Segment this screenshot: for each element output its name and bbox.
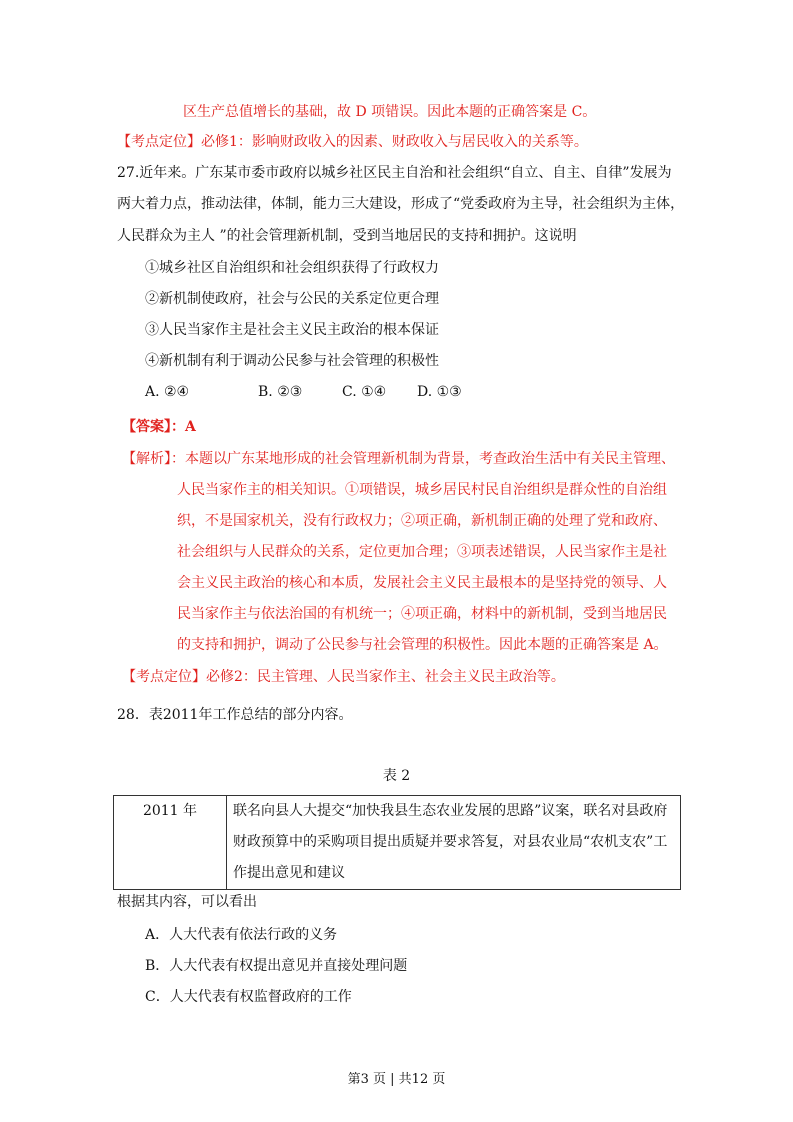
table-row [114,796,681,890]
q28-stem: 28．表2011年工作总结的部分内容。 [117,707,353,723]
q27-item: ②新机制使政府，社会与公民的关系定位更合理 [145,291,439,307]
q27-analysis-line: 【解析】：本题以广东某地形成的社会管理新机制为背景，考查政治生活中有关民主管理、 [122,451,675,467]
q27-kaodian: 【考点定位】必修2：民主管理、人民当家作主、社会主义民主政治等。 [122,669,565,685]
summary-table [113,795,681,890]
q28-option-a: A．人大代表有依法行政的义务 [145,927,338,943]
q28-lead: 根据其内容，可以看出 [117,894,257,910]
q27-analysis-line: 社会组织与人民群众的关系，定位更加合理；③项表述错误，人民当家作主是社 [177,544,667,560]
q27-stem-line: 两大着力点，推动法律，体制，能力三大建设，形成了“党委政府为主导，社会组织为主体， [117,196,685,212]
q27-stem-line: 27.近年来。广东某市委市政府以城乡社区民主自治和社会组织“自立、自主、自律”发展为 [117,165,672,181]
q27-item: ③人民当家作主是社会主义民主政治的根本保证 [145,322,439,338]
q27-choice-d: D. ①③ [417,384,462,400]
q27-item: ④新机制有利于调动公民参与社会管理的积极性 [145,353,439,369]
q28-option-c: C．人大代表有权监督政府的工作 [145,989,352,1005]
q27-analysis-line: 会主义民主政治的核心和本质，发展社会主义民主最根本的是坚持党的领导、人 [177,575,667,591]
q28-option-b: B．人大代表有权提出意见并直接处理问题 [145,958,408,974]
table-caption: 表 2 [382,768,411,784]
previous-kaodian: 【考点定位】必修1：影响财政收入的因素、财政收入与居民收入的关系等。 [117,134,588,150]
table-cell-content: 联名向县人大提交“加快我县生态农业发展的思路”议案，联名对县政府财政预算中的采购项目提出质疑并要求答复，对县农业局“农机支农”工作提出意见和建议 [227,796,681,890]
q27-choice-c: C. ①④ [342,384,387,400]
q27-analysis-line: 民当家作主与依法治国的有机统一；④项正确，材料中的新机制，受到当地居民 [177,606,667,622]
q27-choice-a: A. ②④ [145,384,190,400]
q27-answer: 【答案】：A [122,419,196,435]
previous-answer-tail: 区生产总值增长的基础，故 D 项错误。因此本题的正确答案是 C。 [183,104,597,120]
table-cell-year: 2011 年 [114,796,227,890]
page-footer: 第3 页 | 共12 页 [347,1072,446,1087]
q27-item: ①城乡社区自治组织和社会组织获得了行政权力 [145,260,439,276]
q27-choice-b: B. ②③ [258,384,303,400]
q27-analysis-line: 的支持和拥护，调动了公民参与社会管理的积极性。因此本题的正确答案是 A。 [177,637,668,653]
q27-analysis-line: 人民当家作主的相关知识。①项错误，城乡居民村民自治组织是群众性的自治组 [177,482,667,498]
q27-stem-line: 人民群众为主人 ”的社会管理新机制，受到当地居民的支持和拥护。这说明 [117,228,577,244]
q27-analysis-line: 织，不是国家机关，没有行政权力；②项正确，新机制正确的处理了党和政府、 [177,513,667,529]
